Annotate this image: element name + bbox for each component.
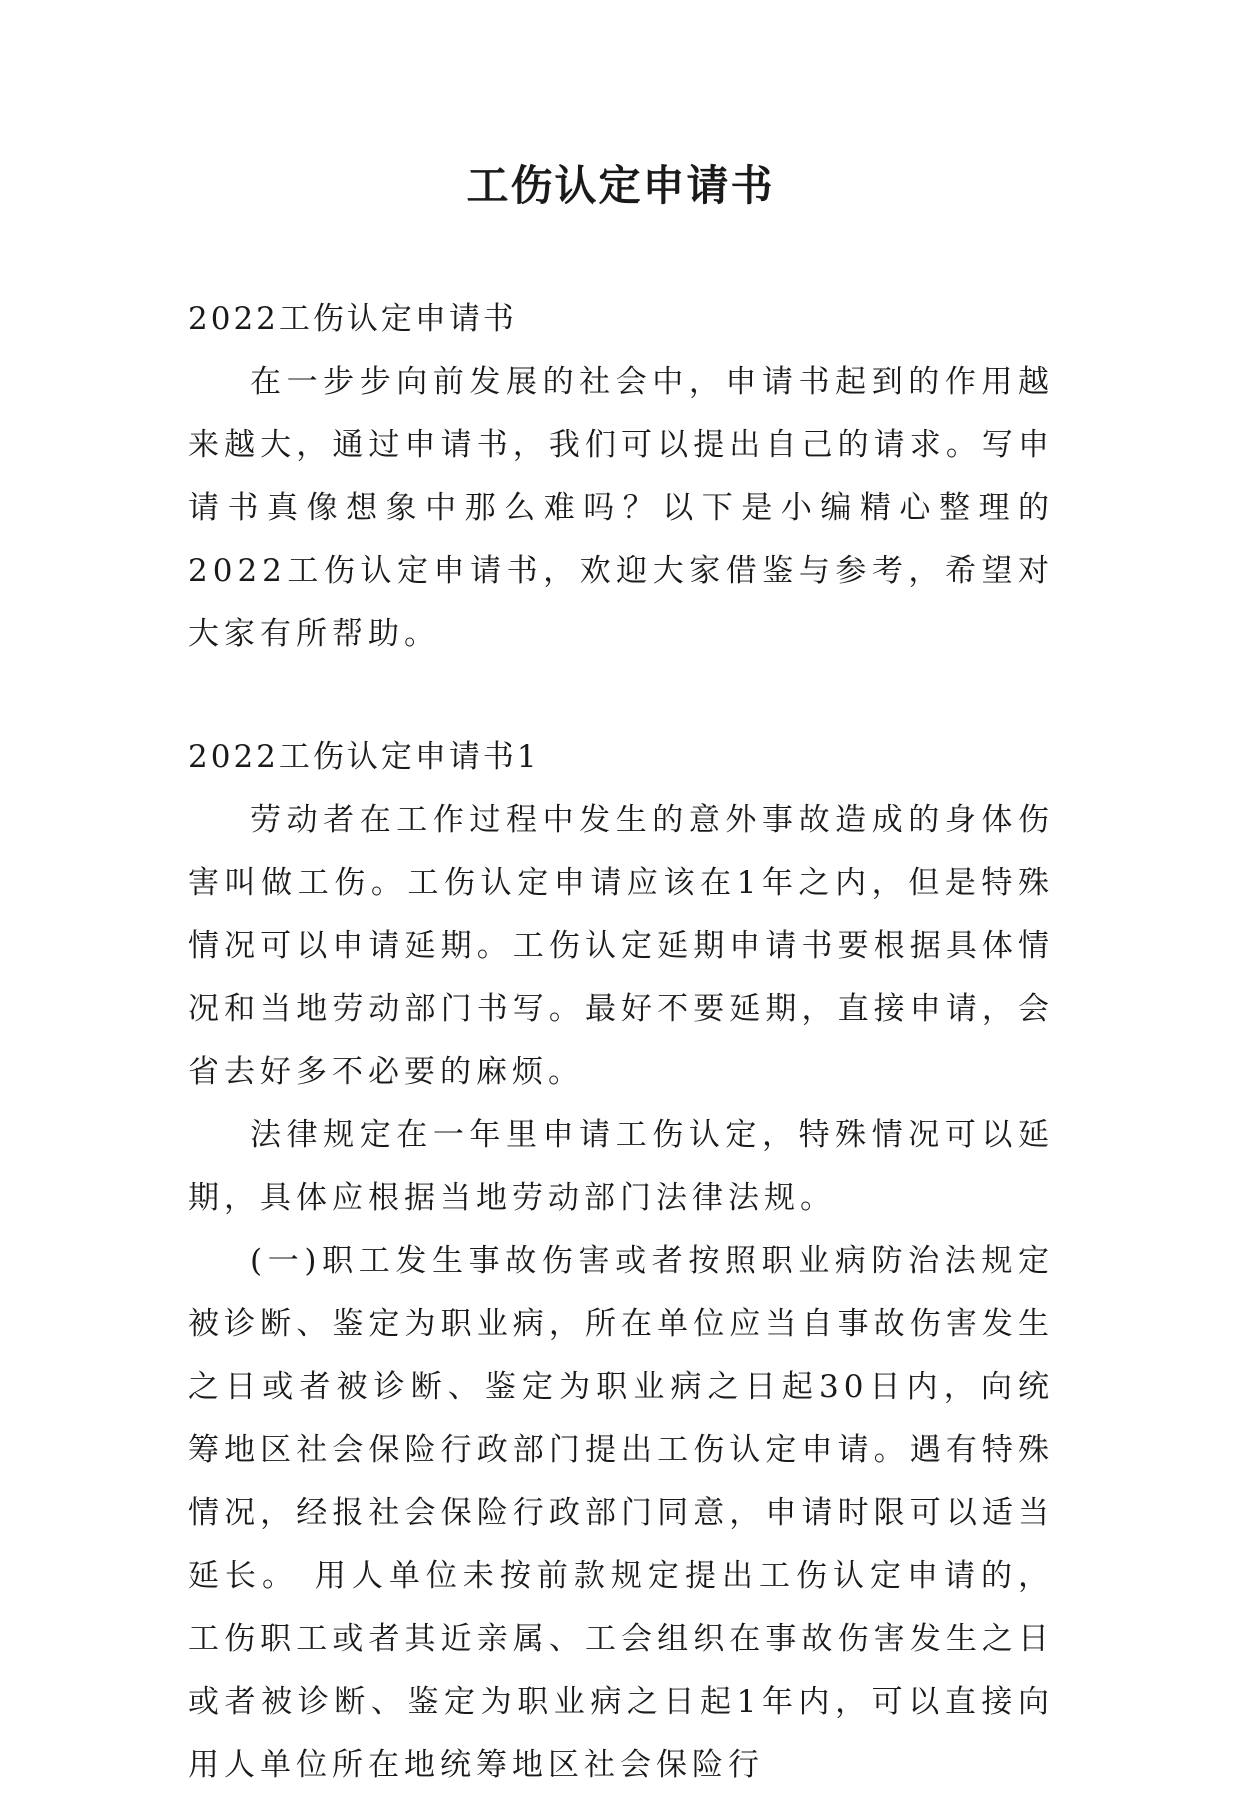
section-spacer — [188, 666, 1054, 726]
body-paragraph: 劳动者在工作过程中发生的意外事故造成的身体伤害叫做工伤。工伤认定申请应该在1年之内，但是特殊情况可以申请延期。工伤认定延期申请书要根据具体情况和当地劳动部门书写。最好不要延期，直接申请，会省去好多不必要的麻烦。 — [188, 802, 1054, 1090]
section-1-heading: 2022工伤认定申请书1 — [188, 739, 540, 775]
intro-heading: 2022工伤认定申请书 — [188, 301, 517, 337]
document-title: 工伤认定申请书 — [466, 161, 775, 210]
body-paragraph: (一)职工发生事故伤害或者按照职业病防治法规定被诊断、鉴定为职业病，所在单位应当自事故伤害发生之日或者被诊断、鉴定为职业病之日起30日内，向统筹地区社会保险行政部门提出工伤认定申请。遇有特殊情况，经报社会保险行政部门同意，申请时限可以适当延长。 用人单位未按前款规定提出工伤认定申请的，工伤职工或者其近亲属、工会组织在事故伤害发生之日或者被诊断、鉴定为职业病之日起1年内，可以直接向用人单位所在地统筹地区社会保险行 — [188, 1243, 1054, 1783]
body-paragraph: 法律规定在一年里申请工伤认定，特殊情况可以延期，具体应根据当地劳动部门法律法规。 — [188, 1117, 1054, 1216]
document-body — [188, 288, 1054, 1797]
intro-paragraph: 在一步步向前发展的社会中，申请书起到的作用越来越大，通过申请书，我们可以提出自己的请求。写申请书真像想象中那么难吗？以下是小编精心整理的2022工伤认定申请书，欢迎大家借鉴与参考，希望对大家有所帮助。 — [188, 364, 1054, 652]
